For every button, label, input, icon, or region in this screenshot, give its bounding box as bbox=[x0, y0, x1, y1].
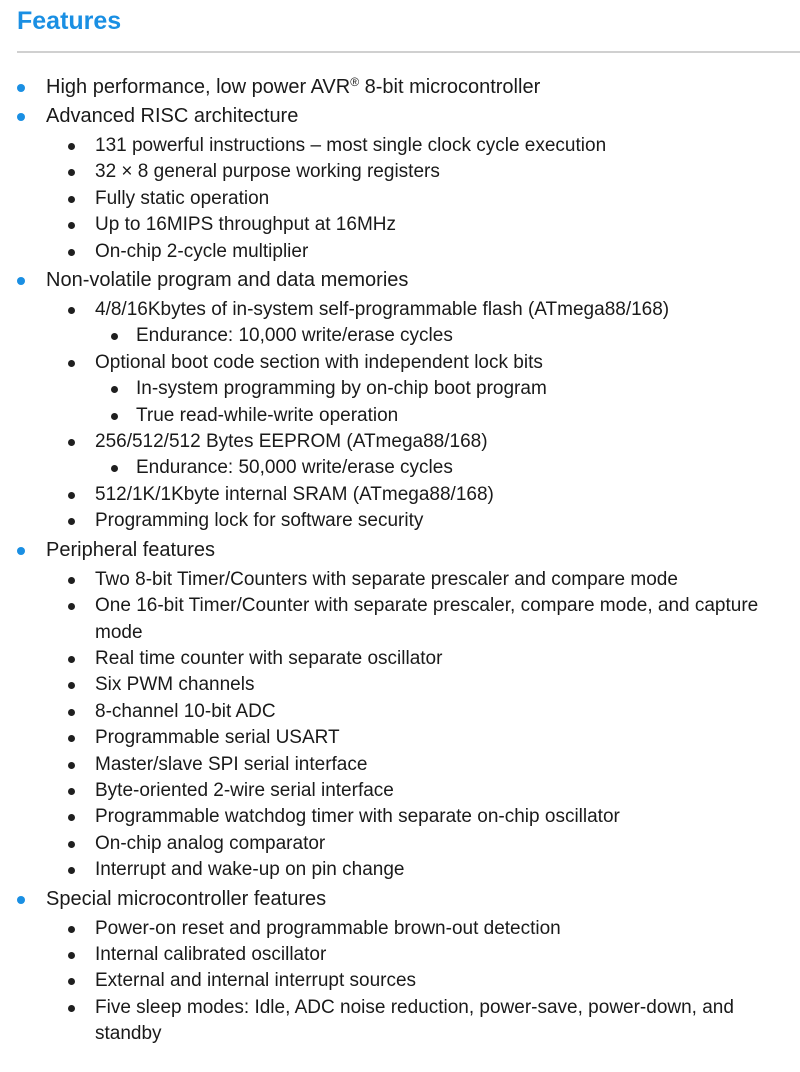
bullet-icon bbox=[17, 277, 25, 285]
bullet-icon bbox=[68, 439, 75, 446]
list-item bbox=[46, 429, 800, 482]
bullet-icon bbox=[68, 978, 75, 985]
title-divider bbox=[17, 51, 800, 53]
feature-label bbox=[46, 74, 800, 101]
bullet-icon bbox=[68, 518, 75, 525]
list-item-text: On-chip analog comparator bbox=[95, 832, 326, 854]
list-item-text: Programming lock for software security bbox=[95, 510, 424, 532]
list-item-text: 131 powerful instructions – most single clock cycle execution bbox=[95, 135, 607, 156]
bullet-icon bbox=[68, 814, 75, 821]
list-item bbox=[46, 376, 788, 402]
list-item bbox=[46, 482, 800, 508]
risc-sublist bbox=[46, 133, 800, 265]
list-item bbox=[46, 857, 800, 883]
bullet-icon bbox=[68, 249, 75, 256]
bullet-icon bbox=[68, 735, 75, 742]
page-title: Features bbox=[17, 7, 122, 35]
list-item-text: Programmable watchdog timer with separate on-chip oscillator bbox=[95, 806, 620, 828]
special-sublist bbox=[46, 916, 800, 1048]
list-item bbox=[46, 699, 800, 725]
feature-label: Advanced RISC architecture bbox=[46, 105, 299, 127]
list-item bbox=[46, 133, 800, 159]
boot-sublist bbox=[46, 376, 788, 429]
bullet-icon bbox=[111, 333, 118, 340]
feature-memories bbox=[0, 267, 800, 535]
list-item bbox=[46, 995, 800, 1048]
list-item-text: External and internal interrupt sources bbox=[95, 970, 417, 992]
list-item bbox=[46, 297, 800, 350]
bullet-icon bbox=[111, 465, 118, 472]
feature-high-performance bbox=[0, 74, 800, 101]
bullet-icon bbox=[17, 896, 25, 904]
flash-sublist bbox=[46, 323, 788, 349]
list-item bbox=[46, 593, 800, 646]
list-item-text: Byte-oriented 2-wire serial interface bbox=[95, 779, 394, 801]
feature-label: Special microcontroller features bbox=[46, 887, 327, 910]
list-item-text: Fully static operation bbox=[95, 187, 270, 209]
bullet-icon bbox=[17, 113, 25, 121]
bullet-icon bbox=[68, 603, 75, 610]
feature-label: Non-volatile program and data memories bbox=[46, 269, 409, 292]
bullet-icon bbox=[68, 709, 75, 716]
bullet-icon bbox=[68, 952, 75, 959]
feature-peripherals bbox=[0, 537, 800, 884]
bullet-icon bbox=[68, 788, 75, 795]
list-item bbox=[46, 403, 788, 429]
peripheral-sublist bbox=[46, 567, 800, 884]
list-item bbox=[46, 804, 800, 830]
eeprom-sublist bbox=[46, 455, 788, 481]
registered-mark: ® bbox=[350, 75, 360, 89]
bullet-icon bbox=[68, 867, 75, 874]
list-item bbox=[46, 646, 800, 672]
bullet-icon bbox=[68, 577, 75, 584]
list-item-text: 4/8/16Kbytes of in-system self-programmable flash (ATmega88/168) bbox=[95, 299, 670, 321]
bullet-icon bbox=[68, 360, 75, 367]
list-item-text: Master/slave SPI serial interface bbox=[95, 753, 368, 775]
list-item-text: 8-channel 10-bit ADC bbox=[95, 700, 276, 722]
list-item-text: On-chip 2-cycle multiplier bbox=[95, 240, 309, 262]
bullet-icon bbox=[111, 386, 118, 393]
list-item bbox=[46, 350, 800, 429]
list-item-text: Internal calibrated oscillator bbox=[95, 943, 327, 965]
list-item-text: Optional boot code section with independent lock bits bbox=[95, 351, 543, 373]
bullet-icon bbox=[68, 492, 75, 499]
list-item-text: In-system programming by on-chip boot program bbox=[136, 378, 547, 400]
bullet-icon bbox=[68, 169, 75, 176]
bullet-icon bbox=[68, 926, 75, 933]
bullet-icon bbox=[68, 841, 75, 848]
list-item bbox=[46, 239, 800, 265]
list-item bbox=[46, 778, 800, 804]
bullet-icon bbox=[68, 762, 75, 769]
bullet-icon bbox=[68, 143, 75, 150]
feature-list bbox=[0, 72, 800, 1048]
feature-text: 8-bit microcontroller bbox=[359, 76, 541, 98]
list-item-text: Two 8-bit Timer/Counters with separate prescaler and compare mode bbox=[95, 568, 678, 590]
list-item bbox=[46, 672, 800, 698]
bullet-icon bbox=[17, 84, 25, 92]
list-item bbox=[46, 212, 800, 238]
list-item-text: One 16-bit Timer/Counter with separate prescaler, compare mode, and capture mode bbox=[95, 595, 759, 643]
list-item bbox=[46, 831, 800, 857]
list-item-text: 32 × 8 general purpose working registers bbox=[95, 161, 440, 183]
bullet-icon bbox=[68, 656, 75, 663]
list-item bbox=[46, 916, 800, 942]
bullet-icon bbox=[68, 222, 75, 229]
list-item-text: 256/512/512 Bytes EEPROM (ATmega88/168) bbox=[95, 431, 488, 453]
list-item bbox=[46, 567, 800, 593]
bullet-icon bbox=[17, 547, 25, 555]
list-item-text: Power-on reset and programmable brown-out detection bbox=[95, 917, 561, 939]
list-item bbox=[46, 186, 800, 212]
feature-label: Peripheral features bbox=[46, 538, 215, 561]
bullet-icon bbox=[68, 682, 75, 689]
list-item bbox=[46, 508, 800, 534]
list-item-text: 512/1K/1Kbyte internal SRAM (ATmega88/168) bbox=[95, 483, 494, 505]
list-item-text: Up to 16MIPS throughput at 16MHz bbox=[95, 214, 396, 236]
bullet-icon bbox=[68, 1005, 75, 1012]
list-item bbox=[46, 159, 800, 185]
list-item bbox=[46, 455, 788, 481]
list-item-text: True read-while-write operation bbox=[136, 404, 399, 426]
feature-special bbox=[0, 886, 800, 1048]
bullet-icon bbox=[111, 413, 118, 420]
list-item bbox=[46, 968, 800, 994]
list-item bbox=[46, 752, 800, 778]
feature-text: High performance, low power AVR bbox=[46, 76, 351, 98]
list-item-text: Endurance: 50,000 write/erase cycles bbox=[136, 457, 453, 479]
list-item-text: Five sleep modes: Idle, ADC noise reduction, power-save, power-down, and standby bbox=[95, 996, 734, 1045]
bullet-icon bbox=[68, 196, 75, 203]
list-item-text: Interrupt and wake-up on pin change bbox=[95, 859, 405, 881]
memory-sublist bbox=[46, 297, 800, 535]
list-item bbox=[46, 725, 800, 751]
list-item-text: Endurance: 10,000 write/erase cycles bbox=[136, 325, 453, 347]
feature-risc-architecture bbox=[0, 103, 800, 265]
bullet-icon bbox=[68, 307, 75, 314]
list-item bbox=[46, 942, 800, 968]
list-item bbox=[46, 323, 788, 349]
list-item-text: Real time counter with separate oscillator bbox=[95, 647, 443, 669]
list-item-text: Programmable serial USART bbox=[95, 727, 340, 749]
list-item-text: Six PWM channels bbox=[95, 674, 255, 696]
